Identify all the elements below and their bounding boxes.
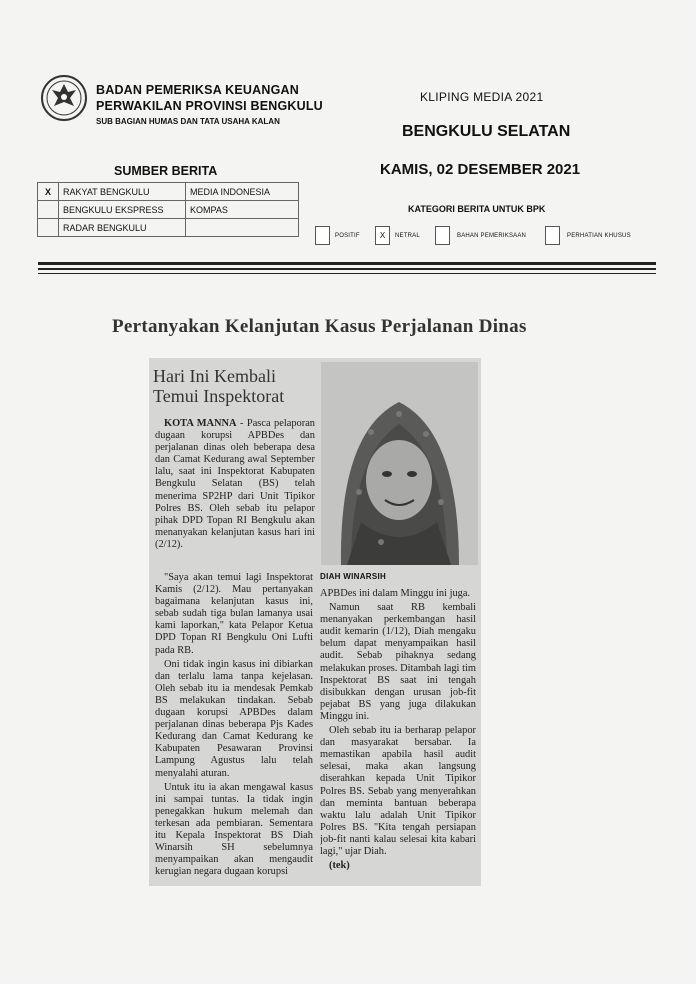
sumber-source: MEDIA INDONESIA <box>186 183 299 201</box>
kategori-title: KATEGORI BERITA UNTUK BPK <box>408 204 546 214</box>
sumber-row <box>38 201 299 219</box>
org-subdivision: SUB BAGIAN HUMAS DAN TATA USAHA KALAN <box>96 117 280 126</box>
article-column-2 <box>320 588 476 884</box>
sumber-mark <box>38 219 59 237</box>
kategori-label-bahan: BAHAN PEMERIKSAAN <box>457 233 527 239</box>
article-column-1 <box>155 572 313 884</box>
kategori-checkbox-bahan <box>435 226 450 245</box>
paragraph: APBDes ini dalam Minggu ini juga. <box>320 588 471 599</box>
article-subhead: Hari Ini Kembali <box>153 366 276 386</box>
sumber-source: RADAR BENGKULU <box>59 219 186 237</box>
org-branch: PERWAKILAN PROVINSI BENGKULU <box>96 99 323 113</box>
article-headline: Pertanyakan Kelanjutan Kasus Perjalanan Dinas <box>112 316 527 337</box>
kategori-checkbox-perhatian <box>545 226 560 245</box>
lead-text: - Pasca pelaporan dugaan korupsi APBDes dan perjalanan dinas oleh beberapa desa dan Camat Kedurang awal September lalu, saat ini Inspektorat Kabupaten Bengkulu Selatan (BS) telah menerima SP2HP dari Unit Tipikor Polres BS. Oleh sebab itu pelapor pihak DPD Topan RI Bengkulu akan menanyakan kelanjutan kasus hari ini (2/12). <box>155 418 315 550</box>
sumber-row <box>38 183 299 201</box>
paragraph: Oleh sebab itu ia berharap pelapor dan masyarakat bersabar. Ia memastikan apabila hasil audit selesai, maka akan langsung diserahkan kepada Unit Tipikor Polres BS. Sebab yang menyerahkan dan meminta bantuan beberapa waktu lalu adalah Unit Tipikor Polres BS. "Kita tengah persiapan job-fit nanti kalau selesai kita kabari lagi," ujar Diah. <box>320 725 476 857</box>
region-title: BENGKULU SELATAN <box>402 123 571 140</box>
article-signoff: (tek) <box>329 860 350 872</box>
kategori-checkbox-netral: X <box>375 226 390 245</box>
sumber-mark: X <box>38 183 59 201</box>
kategori-label-positif: POSITIF <box>335 233 360 239</box>
org-name: BADAN PEMERIKSA KEUANGAN <box>96 83 299 97</box>
kategori-checkbox-positif <box>315 226 330 245</box>
article-subhead: Temui Inspektorat <box>153 386 285 406</box>
sumber-source: KOMPAS <box>186 201 299 219</box>
divider-rule <box>38 268 656 270</box>
kategori-label-netral: NETRAL <box>395 233 420 239</box>
sumber-mark <box>38 201 59 219</box>
sumber-title: SUMBER BERITA <box>114 164 218 178</box>
article-lead <box>155 418 315 568</box>
kliping-title: KLIPING MEDIA 2021 <box>420 90 544 104</box>
sumber-row <box>38 219 299 237</box>
photo-caption: DIAH WINARSIH <box>320 572 387 581</box>
paragraph: "Saya akan temui lagi Inspektorat Kamis (2/12). Mau pertanyakan bagaimana kelanjutan kasus ini, sebab sudah tiga bulan lamanya usai kami laporkan," kata Pelapor Ketua DPD Topan RI Bengkulu Oni Lufti pada RB. <box>155 572 313 656</box>
paragraph: Oni tidak ingin kasus ini dibiarkan dan terlalu lama tanpa kejelasan. Oleh sebab itu ia mendesak Pemkab BS melakukan tindakan. Sebab dugaan korupsi APBDes dalam perjalanan dinas beberapa Pjs Kades Kedurang dan Camat Kedurang ke Kabupaten Pesawaran Provinsi Lampung Agustus lalu telah menyalahi aturan. <box>155 658 313 779</box>
paragraph: Namun saat RB kembali menanyakan perkembangan hasil audit kemarin (1/12), Diah mengaku belum dapat menyampaikan hasil audit. Sebab pihaknya sedang melakukan proses. Ditambah lagi tim Inspektorat BS saat ini tengah disibukkan dengan urusan job-fit pejabat BS yang juga dilakukan Minggu ini. <box>320 602 476 722</box>
sumber-source: BENGKULU EKSPRESS <box>59 201 186 219</box>
kategori-options <box>315 226 655 246</box>
sumber-source: RAKYAT BENGKULU <box>59 183 186 201</box>
sumber-source <box>186 219 299 237</box>
divider-rule <box>38 273 656 274</box>
dateline: KOTA MANNA <box>164 418 237 429</box>
kategori-label-perhatian: PERHATIAN KHUSUS <box>567 233 631 239</box>
portrait-photo <box>321 362 478 565</box>
divider-rule <box>38 262 656 265</box>
clipping-date: KAMIS, 02 DESEMBER 2021 <box>380 161 581 178</box>
bpk-logo <box>38 72 90 124</box>
sumber-table <box>37 182 299 237</box>
paragraph: Untuk itu ia akan mengawal kasus ini sampai tuntas. Ia tidak ingin penegakkan hukum melemah dan terkesan ada pembiaran. Sementara itu Kepala Inspektorat BS Diah Winarsih SH sebelumnya menyampaikan akan mengaudit kerugian negara dugaan korupsi <box>155 781 313 878</box>
